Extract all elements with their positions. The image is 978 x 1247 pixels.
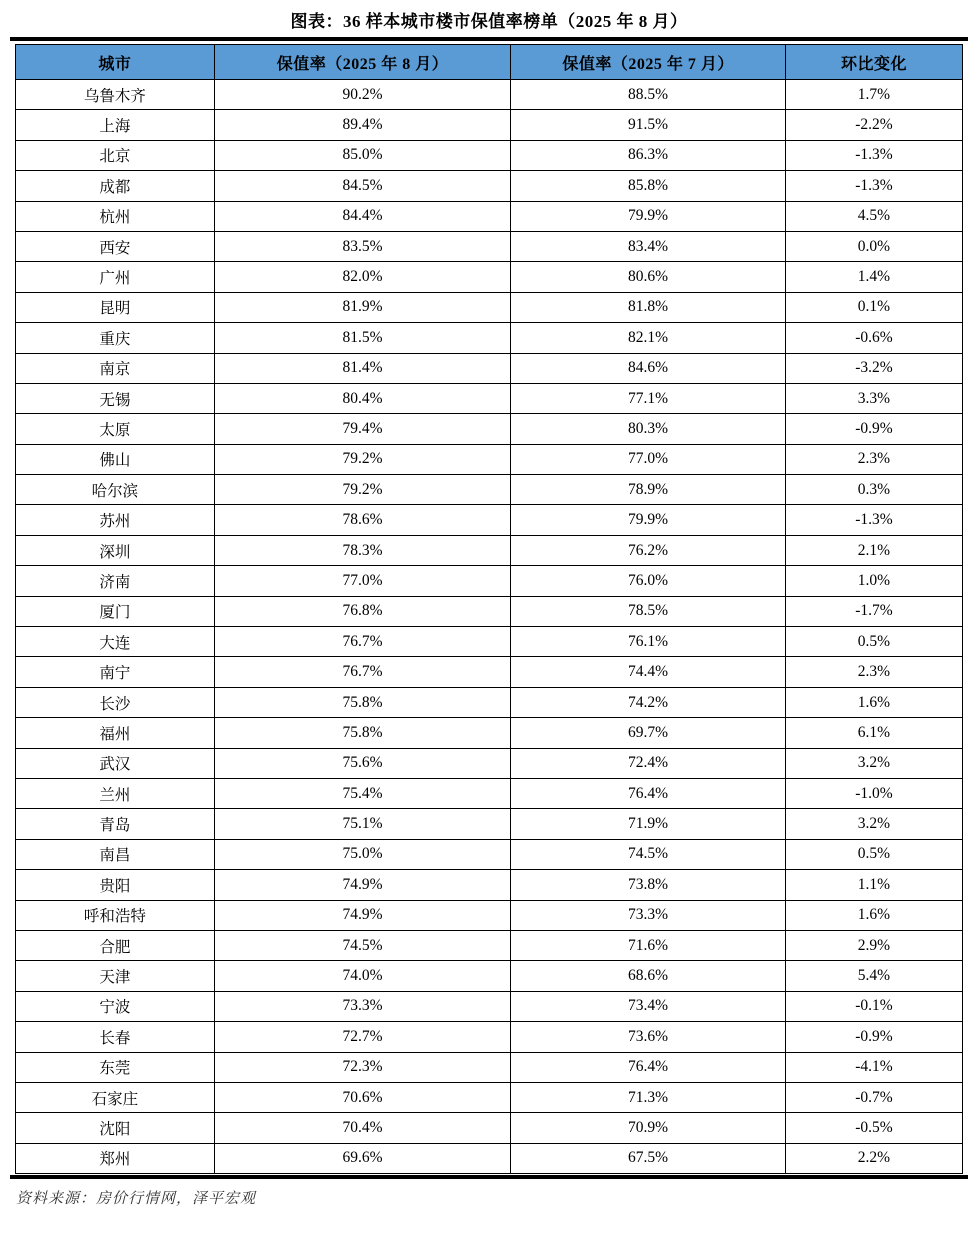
rate-cell: 76.7% xyxy=(214,657,510,687)
rate-cell: 72.3% xyxy=(214,1052,510,1082)
change-cell: 1.6% xyxy=(785,687,962,717)
city-cell: 石家庄 xyxy=(16,1082,215,1112)
table-row xyxy=(16,748,963,778)
rate-cell: 80.6% xyxy=(511,262,786,292)
rate-cell: 81.8% xyxy=(511,292,786,322)
city-cell: 天津 xyxy=(16,961,215,991)
rate-cell: 78.3% xyxy=(214,535,510,565)
column-header-1: 保值率（2025 年 8 月） xyxy=(214,45,510,80)
change-cell: 0.0% xyxy=(785,231,962,261)
rate-cell: 83.4% xyxy=(511,231,786,261)
rate-cell: 74.5% xyxy=(214,930,510,960)
change-cell: -2.2% xyxy=(785,110,962,140)
table-row xyxy=(16,414,963,444)
table-row xyxy=(16,809,963,839)
change-cell: -3.2% xyxy=(785,353,962,383)
rate-cell: 86.3% xyxy=(511,140,786,170)
rate-cell: 73.4% xyxy=(511,991,786,1021)
table-row xyxy=(16,110,963,140)
city-cell: 佛山 xyxy=(16,444,215,474)
table-row xyxy=(16,171,963,201)
city-cell: 沈阳 xyxy=(16,1113,215,1143)
change-cell: 2.9% xyxy=(785,930,962,960)
rate-cell: 68.6% xyxy=(511,961,786,991)
city-cell: 北京 xyxy=(16,140,215,170)
change-cell: -0.6% xyxy=(785,323,962,353)
table-row xyxy=(16,657,963,687)
table-body xyxy=(16,80,963,1174)
city-cell: 上海 xyxy=(16,110,215,140)
change-cell: -1.3% xyxy=(785,505,962,535)
table-row xyxy=(16,201,963,231)
city-cell: 福州 xyxy=(16,718,215,748)
rate-cell: 77.1% xyxy=(511,383,786,413)
rate-cell: 79.2% xyxy=(214,444,510,474)
city-cell: 合肥 xyxy=(16,930,215,960)
city-cell: 宁波 xyxy=(16,991,215,1021)
change-cell: -1.0% xyxy=(785,778,962,808)
table-row xyxy=(16,839,963,869)
city-cell: 郑州 xyxy=(16,1143,215,1173)
change-cell: -0.5% xyxy=(785,1113,962,1143)
rate-cell: 76.2% xyxy=(511,535,786,565)
change-cell: 2.3% xyxy=(785,444,962,474)
city-cell: 深圳 xyxy=(16,535,215,565)
table-row xyxy=(16,930,963,960)
change-cell: 6.1% xyxy=(785,718,962,748)
table-row xyxy=(16,353,963,383)
change-cell: 2.2% xyxy=(785,1143,962,1173)
rate-cell: 75.0% xyxy=(214,839,510,869)
change-cell: -0.9% xyxy=(785,414,962,444)
table-row xyxy=(16,991,963,1021)
rate-cell: 74.9% xyxy=(214,900,510,930)
table-row xyxy=(16,870,963,900)
change-cell: 4.5% xyxy=(785,201,962,231)
rate-cell: 82.0% xyxy=(214,262,510,292)
rate-cell: 74.9% xyxy=(214,870,510,900)
city-cell: 成都 xyxy=(16,171,215,201)
city-cell: 呼和浩特 xyxy=(16,900,215,930)
rate-cell: 81.9% xyxy=(214,292,510,322)
rate-cell: 89.4% xyxy=(214,110,510,140)
table-row xyxy=(16,383,963,413)
table-row xyxy=(16,80,963,110)
city-cell: 厦门 xyxy=(16,596,215,626)
city-cell: 广州 xyxy=(16,262,215,292)
rate-cell: 79.2% xyxy=(214,475,510,505)
bottom-rule xyxy=(10,1175,968,1179)
rate-cell: 76.7% xyxy=(214,627,510,657)
rate-cell: 70.9% xyxy=(511,1113,786,1143)
rate-cell: 72.7% xyxy=(214,1022,510,1052)
table-row xyxy=(16,687,963,717)
rate-cell: 88.5% xyxy=(511,80,786,110)
table-row xyxy=(16,1022,963,1052)
table-row xyxy=(16,718,963,748)
city-cell: 长沙 xyxy=(16,687,215,717)
city-cell: 武汉 xyxy=(16,748,215,778)
city-cell: 无锡 xyxy=(16,383,215,413)
city-cell: 大连 xyxy=(16,627,215,657)
city-cell: 西安 xyxy=(16,231,215,261)
table-row xyxy=(16,961,963,991)
top-rule xyxy=(10,37,968,41)
rate-cell: 69.6% xyxy=(214,1143,510,1173)
table-row xyxy=(16,231,963,261)
rate-cell: 84.4% xyxy=(214,201,510,231)
city-cell: 重庆 xyxy=(16,323,215,353)
change-cell: -0.1% xyxy=(785,991,962,1021)
rate-cell: 74.4% xyxy=(511,657,786,687)
table-row xyxy=(16,505,963,535)
rate-cell: 75.6% xyxy=(214,748,510,778)
change-cell: 3.2% xyxy=(785,809,962,839)
change-cell: 2.1% xyxy=(785,535,962,565)
rate-cell: 70.4% xyxy=(214,1113,510,1143)
rate-cell: 77.0% xyxy=(511,444,786,474)
table-row xyxy=(16,596,963,626)
retention-rate-table xyxy=(15,44,963,1174)
table-row xyxy=(16,262,963,292)
rate-cell: 80.4% xyxy=(214,383,510,413)
change-cell: -0.9% xyxy=(785,1022,962,1052)
rate-cell: 79.9% xyxy=(511,201,786,231)
change-cell: 0.3% xyxy=(785,475,962,505)
rate-cell: 83.5% xyxy=(214,231,510,261)
column-header-0: 城市 xyxy=(16,45,215,80)
rate-cell: 78.6% xyxy=(214,505,510,535)
rate-cell: 84.6% xyxy=(511,353,786,383)
change-cell: 1.4% xyxy=(785,262,962,292)
change-cell: -1.3% xyxy=(785,171,962,201)
change-cell: -4.1% xyxy=(785,1052,962,1082)
city-cell: 青岛 xyxy=(16,809,215,839)
rate-cell: 77.0% xyxy=(214,566,510,596)
change-cell: 1.0% xyxy=(785,566,962,596)
rate-cell: 74.2% xyxy=(511,687,786,717)
city-cell: 贵阳 xyxy=(16,870,215,900)
rate-cell: 79.9% xyxy=(511,505,786,535)
rate-cell: 76.0% xyxy=(511,566,786,596)
change-cell: 1.1% xyxy=(785,870,962,900)
table-row xyxy=(16,444,963,474)
figure-title: 图表：36 样本城市楼市保值率榜单（2025 年 8 月） xyxy=(290,12,688,31)
table-row xyxy=(16,323,963,353)
table-row xyxy=(16,1143,963,1173)
rate-cell: 78.9% xyxy=(511,475,786,505)
table-row xyxy=(16,140,963,170)
rate-cell: 71.9% xyxy=(511,809,786,839)
change-cell: 2.3% xyxy=(785,657,962,687)
table-row xyxy=(16,535,963,565)
rate-cell: 90.2% xyxy=(214,80,510,110)
rate-cell: 76.1% xyxy=(511,627,786,657)
rate-cell: 75.8% xyxy=(214,687,510,717)
rate-cell: 69.7% xyxy=(511,718,786,748)
table-row xyxy=(16,566,963,596)
rate-cell: 73.3% xyxy=(511,900,786,930)
rate-cell: 71.3% xyxy=(511,1082,786,1112)
table-row xyxy=(16,1052,963,1082)
column-header-2: 保值率（2025 年 7 月） xyxy=(511,45,786,80)
rate-cell: 75.4% xyxy=(214,778,510,808)
rate-cell: 72.4% xyxy=(511,748,786,778)
city-cell: 杭州 xyxy=(16,201,215,231)
city-cell: 乌鲁木齐 xyxy=(16,80,215,110)
table-row xyxy=(16,292,963,322)
rate-cell: 85.8% xyxy=(511,171,786,201)
change-cell: 0.1% xyxy=(785,292,962,322)
rate-cell: 74.5% xyxy=(511,839,786,869)
table-row xyxy=(16,1082,963,1112)
rate-cell: 73.8% xyxy=(511,870,786,900)
rate-cell: 81.4% xyxy=(214,353,510,383)
table-row xyxy=(16,778,963,808)
rate-cell: 78.5% xyxy=(511,596,786,626)
rate-cell: 74.0% xyxy=(214,961,510,991)
city-cell: 东莞 xyxy=(16,1052,215,1082)
rate-cell: 85.0% xyxy=(214,140,510,170)
change-cell: 1.7% xyxy=(785,80,962,110)
rate-cell: 71.6% xyxy=(511,930,786,960)
rate-cell: 91.5% xyxy=(511,110,786,140)
rate-cell: 75.1% xyxy=(214,809,510,839)
rate-cell: 75.8% xyxy=(214,718,510,748)
city-cell: 兰州 xyxy=(16,778,215,808)
table-row xyxy=(16,900,963,930)
rate-cell: 76.4% xyxy=(511,778,786,808)
change-cell: -1.3% xyxy=(785,140,962,170)
header-row xyxy=(16,45,963,80)
change-cell: 5.4% xyxy=(785,961,962,991)
city-cell: 太原 xyxy=(16,414,215,444)
rate-cell: 81.5% xyxy=(214,323,510,353)
city-cell: 长春 xyxy=(16,1022,215,1052)
change-cell: -0.7% xyxy=(785,1082,962,1112)
rate-cell: 70.6% xyxy=(214,1082,510,1112)
city-cell: 南京 xyxy=(16,353,215,383)
rate-cell: 79.4% xyxy=(214,414,510,444)
change-cell: -1.7% xyxy=(785,596,962,626)
rate-cell: 84.5% xyxy=(214,171,510,201)
table-row xyxy=(16,627,963,657)
table-header xyxy=(16,45,963,80)
rate-cell: 73.6% xyxy=(511,1022,786,1052)
city-cell: 南昌 xyxy=(16,839,215,869)
source-note: 资料来源：房价行情网，泽平宏观 xyxy=(16,1191,257,1208)
table-row xyxy=(16,475,963,505)
change-cell: 0.5% xyxy=(785,627,962,657)
rate-cell: 80.3% xyxy=(511,414,786,444)
change-cell: 3.3% xyxy=(785,383,962,413)
change-cell: 0.5% xyxy=(785,839,962,869)
column-header-3: 环比变化 xyxy=(785,45,962,80)
rate-cell: 73.3% xyxy=(214,991,510,1021)
rate-cell: 76.8% xyxy=(214,596,510,626)
rate-cell: 67.5% xyxy=(511,1143,786,1173)
city-cell: 昆明 xyxy=(16,292,215,322)
city-cell: 济南 xyxy=(16,566,215,596)
city-cell: 南宁 xyxy=(16,657,215,687)
change-cell: 3.2% xyxy=(785,748,962,778)
rate-cell: 82.1% xyxy=(511,323,786,353)
city-cell: 苏州 xyxy=(16,505,215,535)
table-row xyxy=(16,1113,963,1143)
rate-cell: 76.4% xyxy=(511,1052,786,1082)
city-cell: 哈尔滨 xyxy=(16,475,215,505)
change-cell: 1.6% xyxy=(785,900,962,930)
